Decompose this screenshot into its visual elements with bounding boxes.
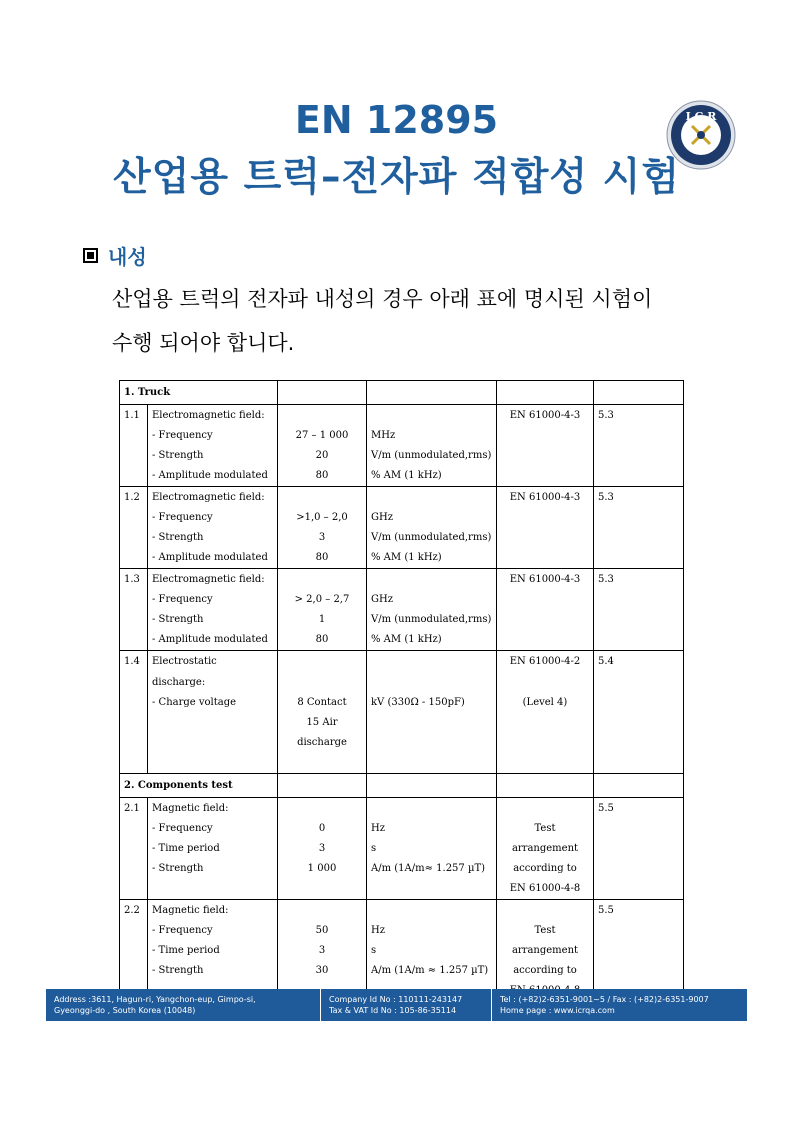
table-cell: s: [367, 941, 497, 961]
table-cell: [497, 548, 594, 569]
table-cell: [120, 859, 148, 879]
table-cell: [120, 466, 148, 487]
table-cell: 1 000: [278, 859, 367, 879]
table-cell: % AM (1 kHz): [367, 466, 497, 487]
table-cell: [497, 466, 594, 487]
table-row: [120, 713, 684, 753]
table-row: [120, 961, 684, 981]
table-cell: [148, 713, 278, 753]
table-cell: - Strength: [148, 610, 278, 630]
table-cell: Test: [497, 819, 594, 839]
table-cell: [120, 961, 148, 981]
table-cell: s: [367, 839, 497, 859]
table-row: [120, 900, 684, 922]
table-cell: [367, 879, 497, 900]
table-cell: [594, 630, 684, 651]
table-cell: MHz: [367, 426, 497, 446]
table-cell: [594, 548, 684, 569]
table-cell: [278, 798, 367, 820]
table-row: [120, 859, 684, 879]
table-cell: 3: [278, 941, 367, 961]
table-cell: V/m (unmodulated,rms): [367, 528, 497, 548]
table-cell: - Frequency: [148, 921, 278, 941]
table-cell: - Strength: [148, 446, 278, 466]
table-cell: [497, 426, 594, 446]
table-cell: 1.1: [120, 405, 148, 427]
table-cell: - Time period: [148, 941, 278, 961]
table-cell: 1.3: [120, 569, 148, 591]
table-cell: [278, 569, 367, 591]
table-cell: [367, 774, 497, 798]
table-cell: 3: [278, 528, 367, 548]
table-cell: [367, 651, 497, 694]
table-cell: according to: [497, 961, 594, 981]
table-cell: - Charge voltage: [148, 693, 278, 713]
table-cell: [120, 528, 148, 548]
table-cell: [367, 487, 497, 509]
table-cell: [120, 713, 148, 753]
table-cell: > 2,0 – 2,7: [278, 590, 367, 610]
table-cell: [594, 713, 684, 753]
table-cell: >1,0 – 2,0: [278, 508, 367, 528]
table-cell: [367, 713, 497, 753]
footer-contact: Tel : (+82)2-6351-9001~5 / Fax : (+82)2-6351-9007 Home page : www.icrqa.com: [500, 995, 709, 1015]
table-cell: 80: [278, 630, 367, 651]
table-cell: 1: [278, 610, 367, 630]
table-cell: V/m (unmodulated,rms): [367, 610, 497, 630]
table-cell: [120, 839, 148, 859]
table-cell: [148, 753, 278, 774]
table-cell: - Frequency: [148, 590, 278, 610]
table-cell: [497, 798, 594, 820]
table-cell: [120, 508, 148, 528]
table-cell: [497, 900, 594, 922]
table-cell: 2.1: [120, 798, 148, 820]
table-row: [120, 630, 684, 651]
table-cell: % AM (1 kHz): [367, 630, 497, 651]
table-cell: [120, 879, 148, 900]
table-row: [120, 921, 684, 941]
table-cell: Electromagnetic field:: [148, 487, 278, 509]
table-cell: [497, 610, 594, 630]
table-cell: Electrostatic discharge:: [148, 651, 278, 694]
table-cell: [120, 693, 148, 713]
footer-address: Address :3611, Hagun-ri, Yangchon-eup, Gimpo-si, Gyeonggi-do , South Korea (10048): [46, 989, 321, 1021]
table-cell: 5.3: [594, 569, 684, 591]
table-cell: [594, 610, 684, 630]
table-row: [120, 819, 684, 839]
table-cell: [278, 879, 367, 900]
table-cell: [594, 859, 684, 879]
table-cell: [367, 900, 497, 922]
table-cell: 2. Components test: [120, 774, 278, 798]
table-cell: V/m (unmodulated,rms): [367, 446, 497, 466]
table-cell: [497, 508, 594, 528]
table-cell: [497, 753, 594, 774]
table-row: [120, 466, 684, 487]
table-cell: [120, 610, 148, 630]
table-section-row: [120, 774, 684, 798]
table-cell: [497, 446, 594, 466]
table-cell: 5.5: [594, 900, 684, 922]
table-cell: [497, 713, 594, 753]
table-cell: [120, 426, 148, 446]
table-cell: GHz: [367, 590, 497, 610]
table-cell: 27 – 1 000: [278, 426, 367, 446]
table-cell: - Frequency: [148, 426, 278, 446]
table-cell: [367, 798, 497, 820]
table-cell: - Strength: [148, 961, 278, 981]
table-row: [120, 590, 684, 610]
table-cell: [120, 446, 148, 466]
table-row: [120, 426, 684, 446]
table-cell: - Amplitude modulated: [148, 466, 278, 487]
table-cell: Hz: [367, 819, 497, 839]
table-cell: 8 Contact: [278, 693, 367, 713]
table-row: [120, 508, 684, 528]
table-cell: [120, 630, 148, 651]
table-cell: [278, 487, 367, 509]
table-cell: [278, 900, 367, 922]
table-cell: 5.3: [594, 405, 684, 427]
table-cell: - Strength: [148, 528, 278, 548]
table-cell: - Strength: [148, 859, 278, 879]
table-cell: [367, 569, 497, 591]
table-cell: [497, 528, 594, 548]
table-row: [120, 610, 684, 630]
table-cell: kV (330Ω - 150pF): [367, 693, 497, 713]
document-title: EN 12895: [294, 98, 499, 142]
icr-logo: [666, 100, 736, 170]
table-cell: [278, 405, 367, 427]
table-cell: 1. Truck: [120, 381, 278, 405]
table-cell: 5.5: [594, 798, 684, 820]
table-section-row: [120, 381, 684, 405]
table-cell: [120, 753, 148, 774]
table-row: [120, 839, 684, 859]
table-cell: 50: [278, 921, 367, 941]
table-row: [120, 798, 684, 820]
table-cell: 1.2: [120, 487, 148, 509]
table-cell: 0: [278, 819, 367, 839]
table-cell: 2.2: [120, 900, 148, 922]
table-row: [120, 548, 684, 569]
test-requirements-table: [119, 380, 684, 1002]
table-row: [120, 446, 684, 466]
table-cell: [367, 753, 497, 774]
svg-text:I C R: I C R: [685, 110, 717, 123]
table-cell: EN 61000-4-8: [497, 879, 594, 900]
table-cell: [594, 819, 684, 839]
document-subtitle: 산업용 트럭–전자파 적합성 시험: [113, 155, 680, 200]
table-cell: according to: [497, 859, 594, 879]
table-cell: [120, 819, 148, 839]
table-cell: [497, 630, 594, 651]
table-cell: [594, 508, 684, 528]
table-cell: [594, 590, 684, 610]
table-cell: [278, 774, 367, 798]
table-cell: [278, 651, 367, 694]
table-cell: - Time period: [148, 839, 278, 859]
intro-line-2: 수행 되어야 합니다.: [112, 331, 295, 355]
table-cell: Test: [497, 921, 594, 941]
table-row: [120, 651, 684, 694]
table-cell: 5.4: [594, 651, 684, 694]
table-cell: [594, 961, 684, 981]
table-row: [120, 528, 684, 548]
table-cell: [120, 941, 148, 961]
table-cell: [497, 381, 594, 405]
table-cell: [594, 446, 684, 466]
table-cell: [120, 590, 148, 610]
table-cell: Electromagnetic field:: [148, 405, 278, 427]
table-cell: 80: [278, 466, 367, 487]
table-cell: [594, 426, 684, 446]
table-cell: Magnetic field:: [148, 798, 278, 820]
table-cell: EN 61000-4-3: [497, 569, 594, 591]
intro-line-1: 산업용 트럭의 전자파 내성의 경우 아래 표에 명시된 시험이: [112, 287, 653, 311]
table-cell: [594, 753, 684, 774]
table-cell: Magnetic field:: [148, 900, 278, 922]
table-cell: [594, 528, 684, 548]
table-cell: - Frequency: [148, 819, 278, 839]
table-cell: - Frequency: [148, 508, 278, 528]
table-cell: (Level 4): [497, 693, 594, 713]
table-cell: Hz: [367, 921, 497, 941]
table-row: [120, 569, 684, 591]
table-row: [120, 693, 684, 713]
table-cell: arrangement: [497, 941, 594, 961]
table-cell: % AM (1 kHz): [367, 548, 497, 569]
table-cell: 5.3: [594, 487, 684, 509]
table-row: [120, 753, 684, 774]
table-cell: [367, 381, 497, 405]
table-cell: [278, 753, 367, 774]
table-cell: [120, 548, 148, 569]
table-cell: [367, 405, 497, 427]
table-cell: - Amplitude modulated: [148, 548, 278, 569]
table-cell: [594, 839, 684, 859]
table-cell: [594, 466, 684, 487]
checkbox-bullet-icon: [83, 248, 98, 263]
table-cell: [120, 921, 148, 941]
table-cell: 15 Air discharge: [278, 713, 367, 753]
table-cell: EN 61000-4-2: [497, 651, 594, 694]
table-cell: [497, 590, 594, 610]
table-row: [120, 487, 684, 509]
table-cell: [594, 774, 684, 798]
table-cell: [594, 879, 684, 900]
table-cell: A/m (1A/m≈ 1.257 µT): [367, 859, 497, 879]
footer-bar: [46, 989, 747, 1021]
table-cell: 3: [278, 839, 367, 859]
table-cell: 20: [278, 446, 367, 466]
section-heading: [83, 241, 147, 270]
table-cell: [497, 774, 594, 798]
section-heading-text: 내성: [108, 245, 147, 269]
table-cell: A/m (1A/m ≈ 1.257 µT): [367, 961, 497, 981]
table-cell: [594, 381, 684, 405]
table-cell: 80: [278, 548, 367, 569]
table-row: [120, 879, 684, 900]
table-cell: 1.4: [120, 651, 148, 694]
table-cell: GHz: [367, 508, 497, 528]
table-cell: [148, 879, 278, 900]
table-cell: [594, 693, 684, 713]
table-cell: [594, 941, 684, 961]
table-row: [120, 405, 684, 427]
table-cell: Electromagnetic field:: [148, 569, 278, 591]
table-cell: EN 61000-4-3: [497, 405, 594, 427]
footer-company-ids: Company Id No : 110111-243147 Tax & VAT Id No : 105-86-35114: [321, 989, 492, 1021]
table-cell: - Amplitude modulated: [148, 630, 278, 651]
table-cell: [594, 921, 684, 941]
table-row: [120, 941, 684, 961]
table-cell: 30: [278, 961, 367, 981]
table-cell: [278, 381, 367, 405]
table-cell: arrangement: [497, 839, 594, 859]
table-cell: EN 61000-4-3: [497, 487, 594, 509]
